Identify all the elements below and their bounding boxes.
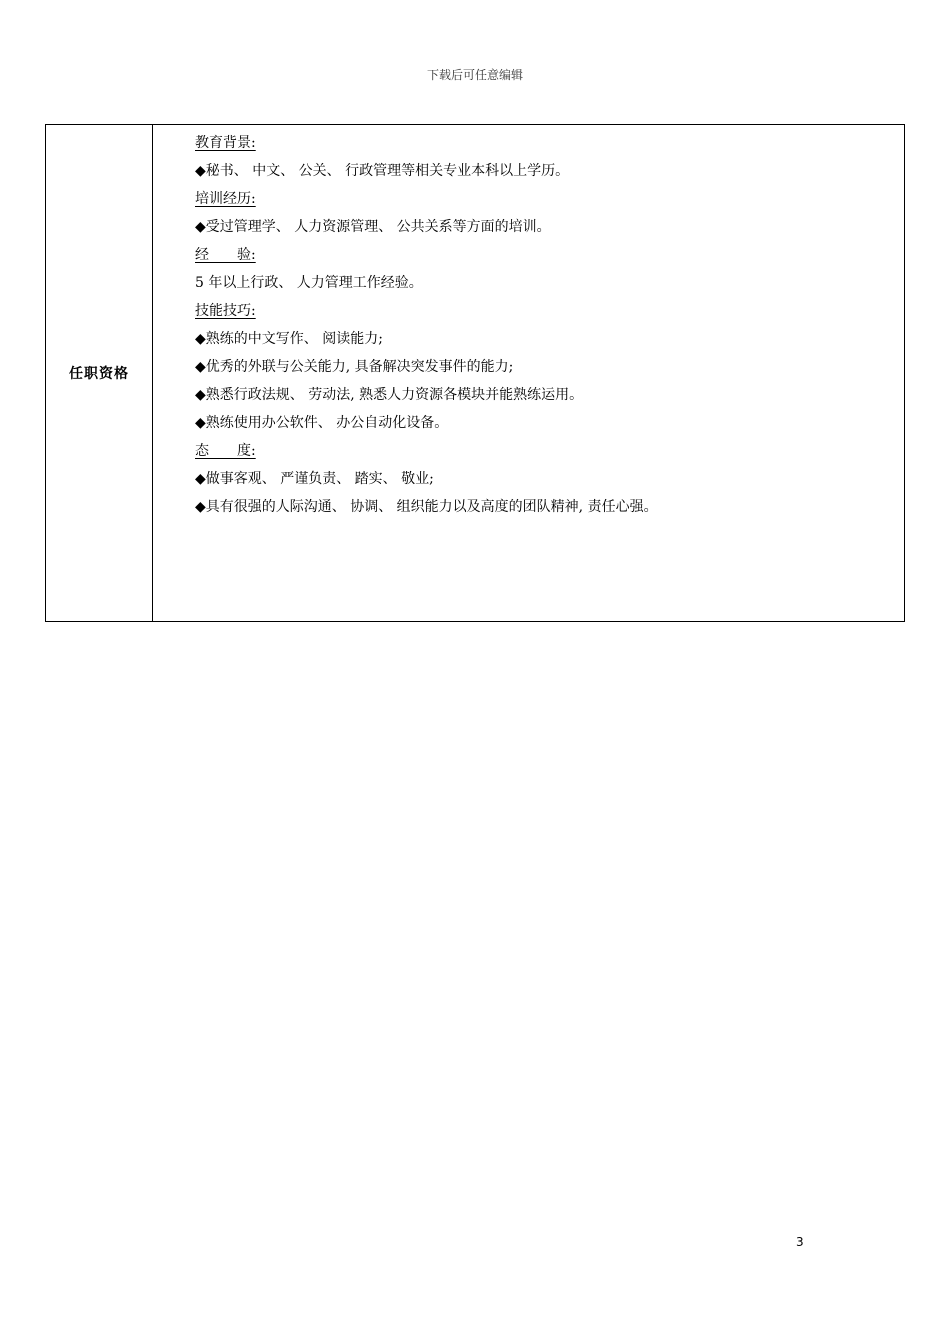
- skills-item-office: ◆熟练使用办公软件、 办公自动化设备。: [195, 415, 449, 431]
- table-row: [46, 125, 905, 622]
- qualifications-label: 任职资格: [69, 366, 129, 382]
- attitude-item-team: ◆具有很强的人际沟通、 协调、 组织能力以及高度的团队精神, 责任心强。: [195, 499, 658, 515]
- experience-heading: 经 验:: [195, 247, 256, 263]
- experience-item: 5 年以上行政、 人力管理工作经验。: [195, 275, 423, 291]
- attitude-item-work: ◆做事客观、 严谨负责、 踏实、 敬业;: [195, 471, 434, 487]
- skills-item-law: ◆熟悉行政法规、 劳动法, 熟悉人力资源各模块并能熟练运用。: [195, 387, 584, 403]
- training-item: ◆受过管理学、 人力资源管理、 公共关系等方面的培训。: [195, 219, 551, 235]
- skills-item-pr: ◆优秀的外联与公关能力, 具备解决突发事件的能力;: [195, 359, 514, 375]
- education-item: ◆秘书、 中文、 公关、 行政管理等相关专业本科以上学历。: [195, 163, 570, 179]
- qualifications-content: [153, 125, 904, 521]
- education-heading: 教育背景:: [195, 135, 256, 151]
- content-cell: [153, 125, 905, 622]
- attitude-heading: 态 度:: [195, 443, 256, 459]
- header-note: 下载后可任意编辑: [426, 68, 523, 82]
- skills-item-writing: ◆熟练的中文写作、 阅读能力;: [195, 331, 383, 347]
- skills-heading: 技能技巧:: [195, 303, 256, 319]
- qualifications-table: [45, 124, 905, 622]
- label-cell: [46, 125, 153, 622]
- page-number: 3: [796, 1235, 804, 1249]
- training-heading: 培训经历:: [195, 191, 256, 207]
